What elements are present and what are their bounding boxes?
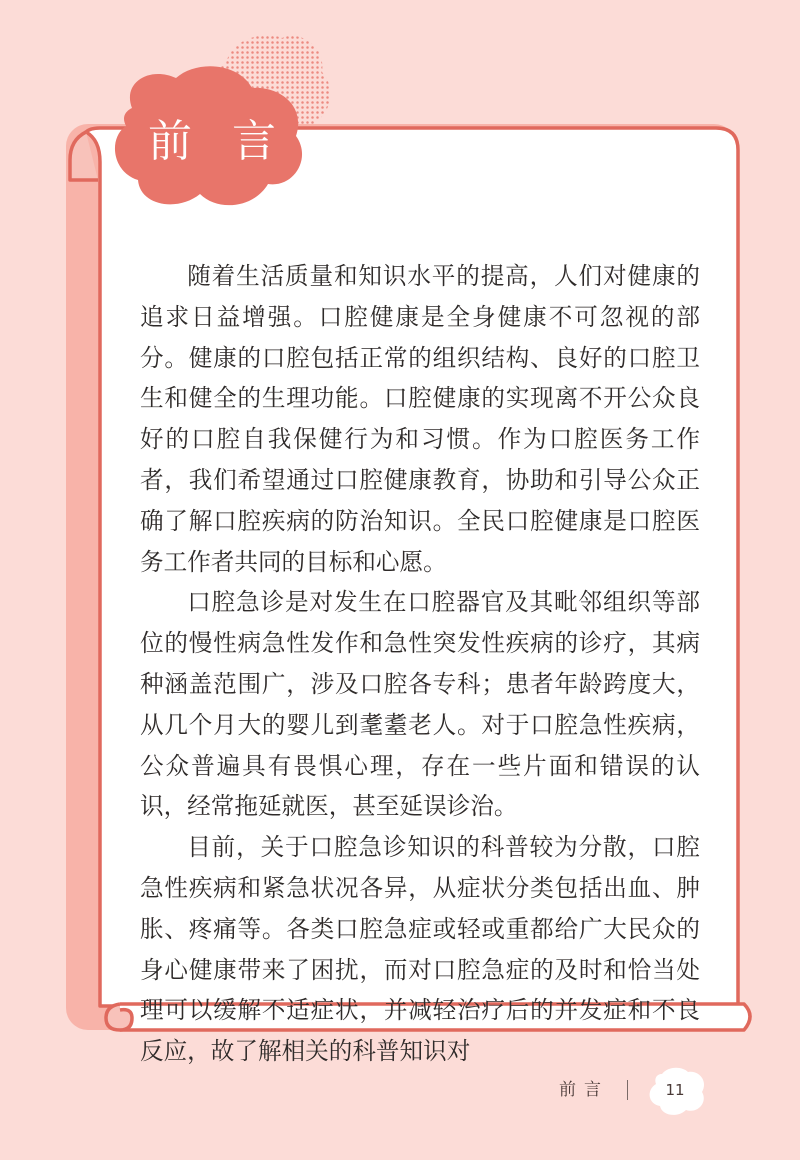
footer-section-label: 前言: [559, 1080, 609, 1100]
footer-divider: [627, 1080, 628, 1100]
paragraph-3: 目前，关于口腔急诊知识的科普较为分散，口腔急性疾病和紧急状况各异，从症状分类包括出血、肿胀、疼痛等。各类口腔急症或轻或重都给广大民众的身心健康带来了困扰，而对口腔急症的及时和恰当处理可以缓解不适症状，并减轻治疗后的并发症和不良反应，故了解相关的科普知识对: [140, 833, 700, 1066]
page-number: 11: [665, 1081, 685, 1099]
paragraph-2: 口腔急诊是对发生在口腔器官及其毗邻组织等部位的慢性病急性发作和急性突发性疾病的诊疗，其病种涵盖范围广，涉及口腔各专科；患者年龄跨度大，从几个月大的婴儿到耄耋老人。对于口腔急性疾病，公众普遍具有畏惧心理，存在一些片面和错误的认识，经常拖延就医，甚至延误诊治。: [140, 588, 700, 821]
body-text: [140, 256, 700, 1072]
paragraph-1: 随着生活质量和知识水平的提高，人们对健康的追求日益增强。口腔健康是全身健康不可忽视的部分。健康的口腔包括正常的组织结构、良好的口腔卫生和健全的生理功能。口腔健康的实现离不开公众良好的口腔自我保健行为和习惯。作为口腔医务工作者，我们希望通过口腔健康教育，协助和引导公众正确了解口腔疾病的防治知识。全民口腔健康是口腔医务工作者共同的目标和心愿。: [140, 262, 700, 576]
page-title: 前言: [148, 116, 316, 167]
